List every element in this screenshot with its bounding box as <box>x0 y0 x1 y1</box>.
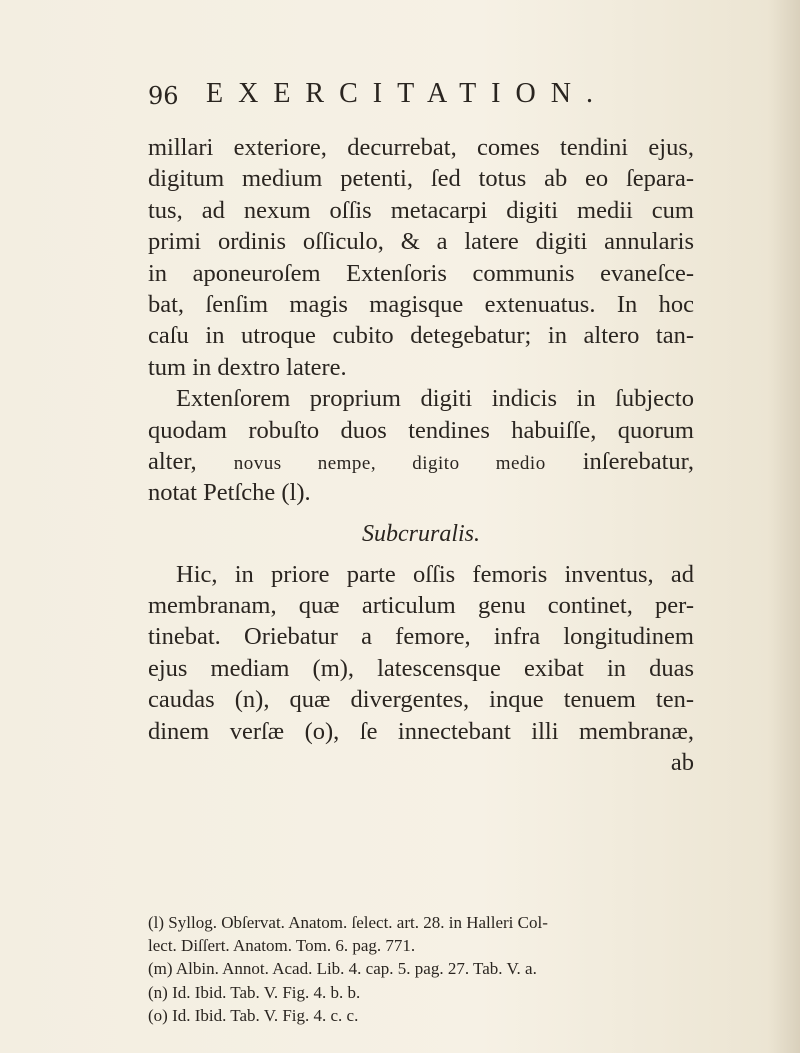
text-segment: inſerebatur, <box>582 447 694 475</box>
catchword: ab <box>670 749 694 777</box>
footnote: (l) Syllog. Obſervat. Anatom. ſelect. art. 28. in Halleri Col- <box>148 913 548 932</box>
section-heading: Subcruralis. <box>361 520 480 547</box>
footnote: (n) Id. Ibid. Tab. V. Fig. 4. b. b. <box>148 982 361 1002</box>
running-title: EXERCITATION. <box>206 78 608 109</box>
text-line-mixed <box>148 446 694 477</box>
text-line: membranam, quæ articulum genu continet, per- <box>148 592 694 620</box>
text-line: tinebat. Oriebatur a femore, infra longitudinem <box>148 623 694 651</box>
text-segment-small: novus nempe, digito medio <box>233 452 546 474</box>
text-line: in aponeuroſem Extenſoris communis evaneſce- <box>148 259 694 287</box>
page-number: 96 <box>148 82 179 110</box>
page-header <box>148 78 688 118</box>
text-line: notat Petſche (l). <box>148 479 311 507</box>
text-line: digitum medium petenti, ſed totus ab eo ſepara- <box>148 165 694 193</box>
text-line: quodam robuſto duos tendines habuiſſe, quorum <box>148 416 694 444</box>
footnote: (o) Id. Ibid. Tab. V. Fig. 4. c. c. <box>148 1005 359 1025</box>
body-text <box>148 132 694 778</box>
text-line: dinem verſæ (o), ſe innectebant illi membranæ, <box>148 717 694 745</box>
footnotes <box>148 911 694 1027</box>
text-line: caudas (n), quæ divergentes, inque tenuem ten- <box>148 686 694 714</box>
text-line: ejus mediam (m), latescensque exibat in duas <box>148 654 694 682</box>
text-line: millari exteriore, decurrebat, comes tendini ejus, <box>148 134 694 161</box>
footnote-continued: lect. Diſſert. Anatom. Tom. 6. pag. 771. <box>148 936 416 956</box>
text-line: primi ordinis oſſiculo, & a latere digiti annularis <box>148 228 694 256</box>
text-line: bat, ſenſim magis magisque extenuatus. In hoc <box>148 290 694 318</box>
footnote: (m) Albin. Annot. Acad. Lib. 4. cap. 5. pag. 27. Tab. V. a. <box>148 959 537 979</box>
text-line: tum in dextro latere. <box>148 353 347 381</box>
text-segment: alter, <box>148 447 197 475</box>
text-line: Extenſorem proprium digiti indicis in ſubjecto <box>176 385 694 413</box>
text-line: caſu in utroque cubito detegebatur; in altero tan- <box>148 322 694 350</box>
text-line: Hic, in priore parte oſſis femoris inventus, ad <box>176 560 694 588</box>
text-line: tus, ad nexum oſſis metacarpi digiti medii cum <box>148 196 694 224</box>
